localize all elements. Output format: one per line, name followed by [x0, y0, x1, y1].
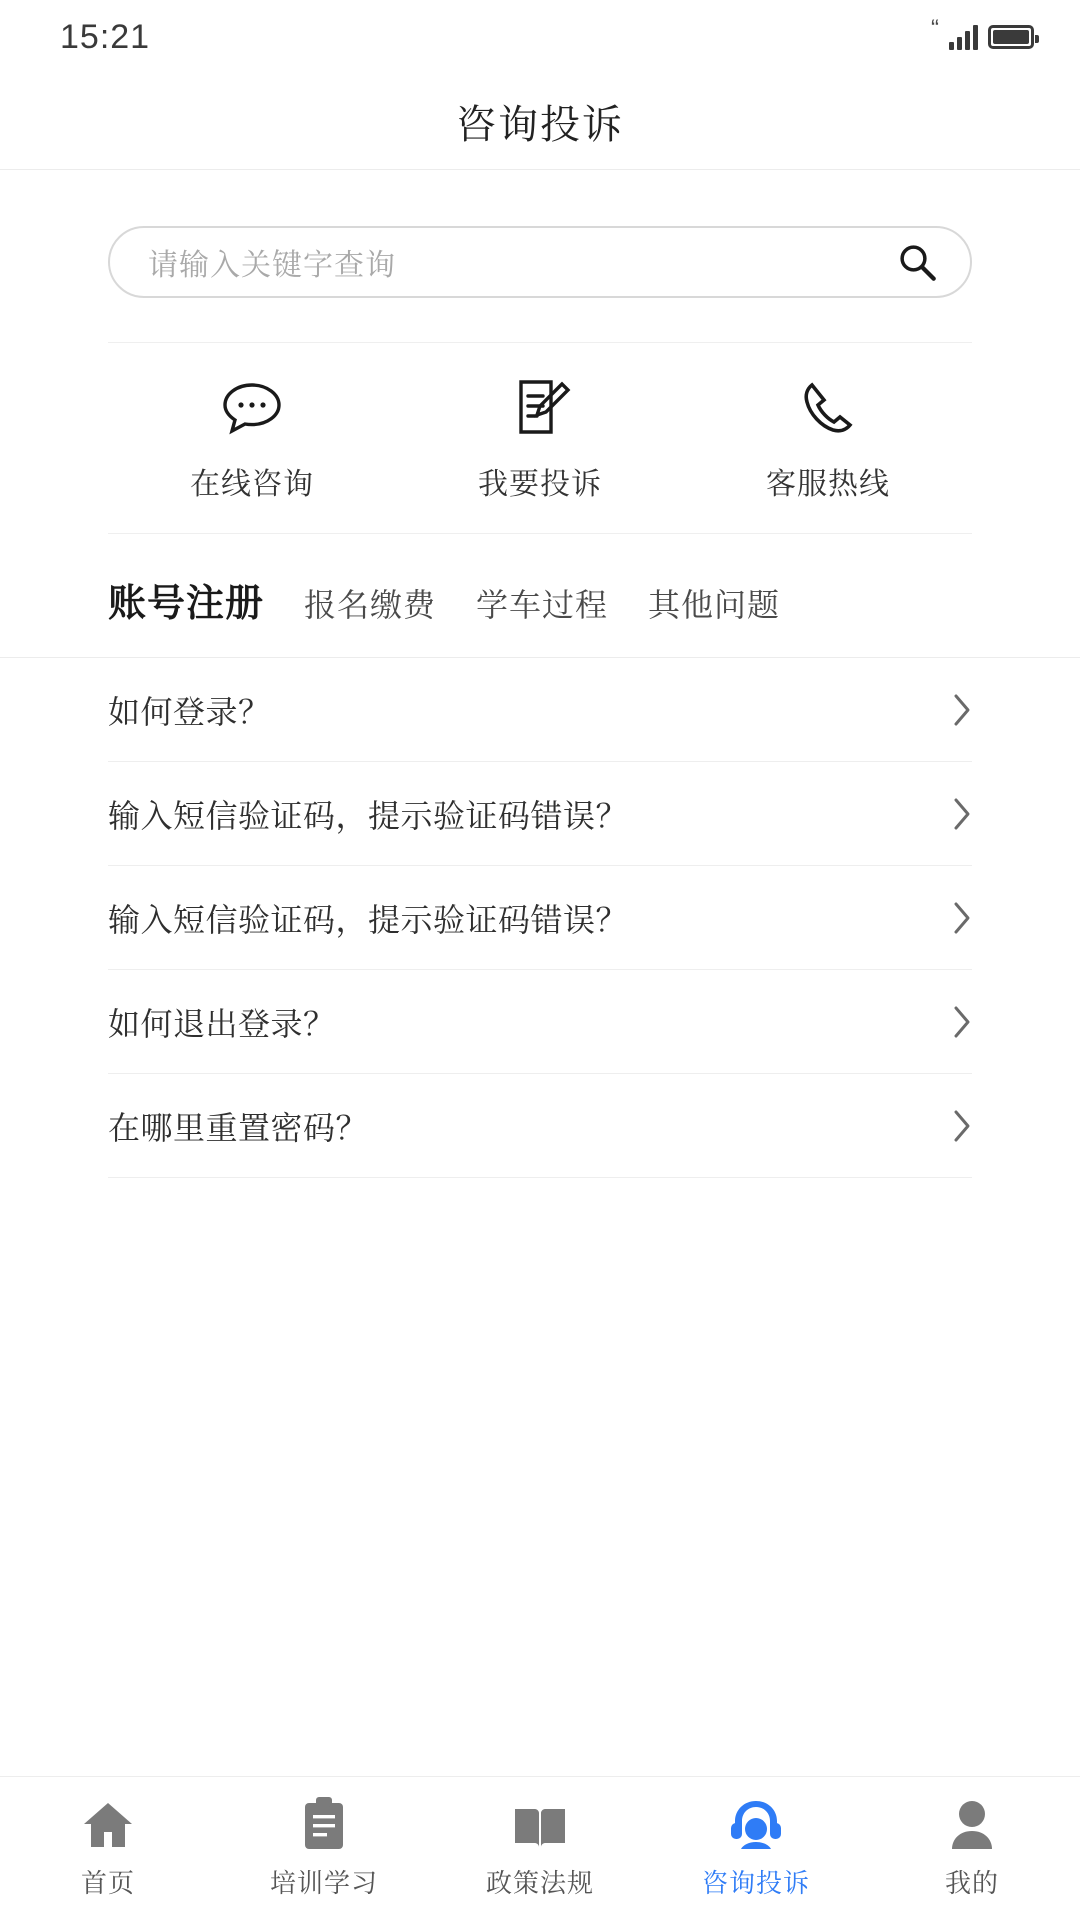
action-hotline[interactable] — [684, 377, 972, 503]
search-input[interactable]: 请输入关键字查询 — [148, 249, 396, 282]
list-item[interactable] — [108, 866, 972, 970]
action-label: 在线咨询 — [190, 468, 314, 501]
action-label: 我要投诉 — [478, 468, 602, 501]
title-bar — [0, 74, 1080, 170]
action-label: 客服热线 — [766, 468, 890, 501]
tab-signup-payment[interactable]: 报名缴费 — [304, 587, 437, 623]
phone-icon — [798, 377, 858, 439]
list-item[interactable] — [108, 970, 972, 1074]
chat-bubble-icon — [217, 377, 287, 439]
book-icon — [511, 1797, 569, 1851]
faq-question: 如何登录？ — [108, 693, 271, 730]
nav-item-consult[interactable] — [648, 1797, 864, 1900]
list-item[interactable] — [108, 762, 972, 866]
tab-account-register[interactable]: 账号注册 — [108, 583, 265, 625]
home-icon — [81, 1797, 135, 1851]
faq-question: 输入短信验证码，提示验证码错误？ — [108, 797, 629, 834]
edit-document-icon — [509, 377, 571, 439]
list-item[interactable] — [108, 658, 972, 762]
quick-actions — [108, 342, 972, 534]
nav-label: 首页 — [80, 1868, 135, 1898]
chevron-right-icon — [952, 901, 972, 935]
status-time: 15:21 — [60, 17, 151, 56]
search-box[interactable] — [108, 226, 972, 298]
nav-label: 政策法规 — [485, 1868, 594, 1898]
person-icon — [948, 1797, 996, 1851]
nav-label: 咨询投诉 — [701, 1868, 810, 1898]
nav-item-mine[interactable] — [864, 1797, 1080, 1900]
headset-support-icon — [729, 1797, 783, 1851]
faq-question: 如何退出登录？ — [108, 1005, 336, 1042]
faq-question: 输入短信验证码，提示验证码错误？ — [108, 901, 629, 938]
chevron-right-icon — [952, 797, 972, 831]
category-tabs — [0, 534, 1080, 658]
faq-list — [108, 658, 972, 1178]
clipboard-icon — [301, 1797, 347, 1851]
content-spacer — [0, 1178, 1080, 1776]
search-section — [0, 170, 1080, 342]
nav-label: 我的 — [944, 1868, 999, 1898]
nav-item-home[interactable] — [0, 1797, 216, 1900]
search-icon[interactable] — [896, 241, 938, 283]
bottom-nav — [0, 1776, 1080, 1920]
signal-bars-icon — [949, 24, 978, 50]
chevron-right-icon — [952, 693, 972, 727]
page-title: 咨询投诉 — [456, 103, 624, 147]
list-item[interactable] — [108, 1074, 972, 1178]
tab-learning-process[interactable]: 学车过程 — [476, 587, 609, 623]
faq-question: 在哪里重置密码？ — [108, 1109, 369, 1146]
signal-label-icon: “ — [931, 15, 939, 42]
nav-item-training[interactable] — [216, 1797, 432, 1900]
status-indicators — [931, 15, 1034, 50]
chevron-right-icon — [952, 1005, 972, 1039]
nav-label: 培训学习 — [269, 1868, 378, 1898]
chevron-right-icon — [952, 1109, 972, 1143]
battery-icon — [988, 25, 1034, 49]
action-file-complaint[interactable] — [396, 377, 684, 503]
status-bar — [0, 0, 1080, 74]
nav-item-policy[interactable] — [432, 1797, 648, 1900]
tab-other-questions[interactable]: 其他问题 — [648, 587, 781, 623]
action-online-consult[interactable] — [108, 377, 396, 503]
